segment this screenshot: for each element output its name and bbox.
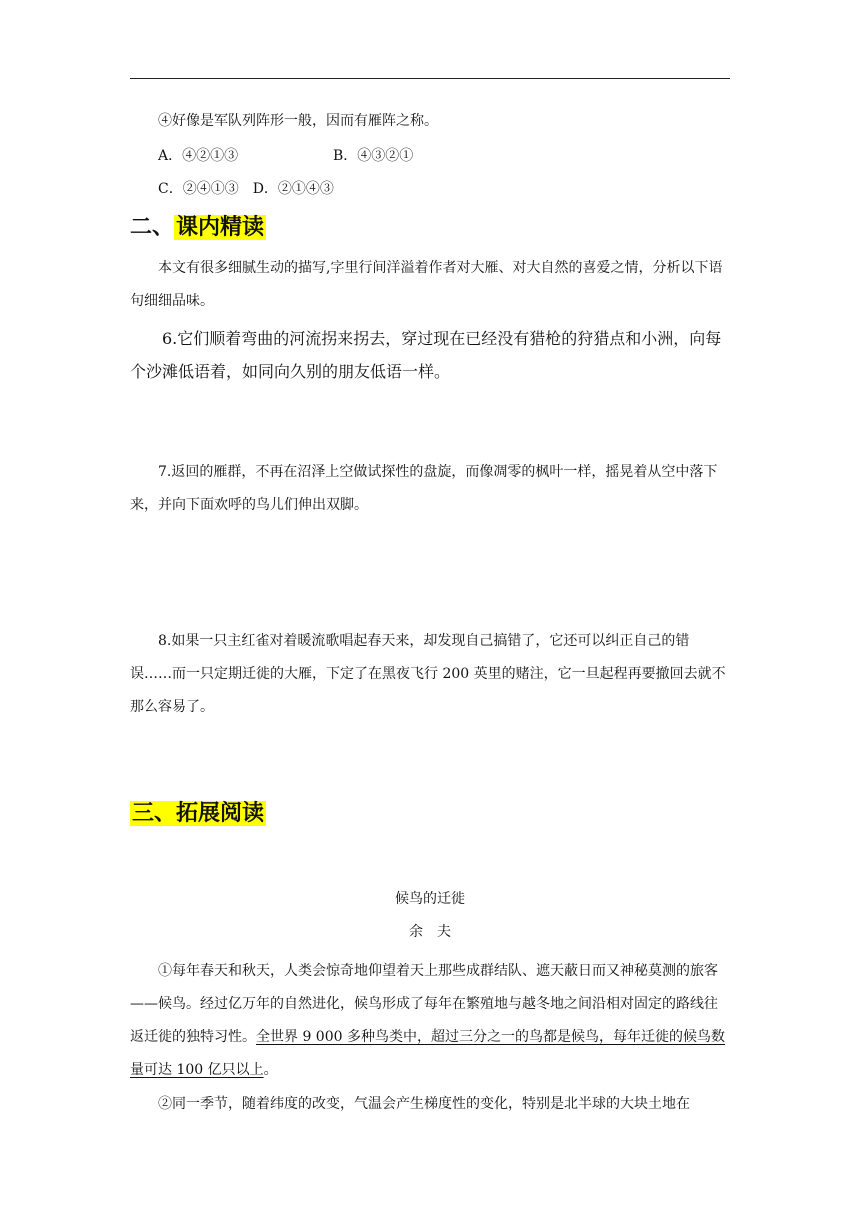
paragraph-1-end: 。 [263, 1062, 278, 1078]
question-8: 8.如果一只主红雀对着暖流歌唱起春天来，却发现自己搞错了，它还可以纠正自己的错误……而一只定期迁徙的大雁，下定了在黑夜飞行 200 英里的赌注，它一旦起程再要撤回去就不那么容易了。 [130, 633, 726, 715]
section-2-intro: 本文有很多细腻生动的描写,字里行间洋溢着作者对大雁、对大自然的喜爱之情，分析以下语句细细品味。 [130, 260, 723, 309]
option-b: B．④③②① [333, 148, 414, 164]
item-4-text: ④好像是军队列阵形一般，因而有雁阵之称。 [158, 113, 438, 129]
section-2-number: 二、 [130, 215, 175, 240]
section-3-heading [130, 796, 266, 832]
section-2-heading [130, 210, 266, 246]
section-2-title: 课内精读 [176, 215, 265, 240]
section-3-number: 三、 [132, 801, 177, 826]
article-paragraph-1 [130, 955, 730, 1087]
question-7: 7.返回的雁群，不再在沼泽上空做试探性的盘旋，而像凋零的枫叶一样，摇晃着从空中落下来，并向下面欢呼的鸟儿们伸出双脚。 [130, 464, 718, 513]
question-6: 6.它们顺着弯曲的河流拐来拐去，穿过现在已经没有猎枪的狩猎点和小洲，向每个沙滩低语着，如同向久别的朋友低语一样。 [130, 329, 722, 381]
section-3-title: 拓展阅读 [176, 801, 265, 826]
paragraph-1-text: ①每年春天和秋天，人类会惊奇地仰望着天上那些成群结队、遮天蔽日而又神秘莫测的旅客——候鸟。经过亿万年的自然进化，候鸟形成了每年在繁殖地与越冬地之间沿相对固定的路线往返迁徙的独特习性。 [130, 963, 718, 1045]
option-a: A．④②①③ [158, 148, 239, 164]
section-3-label [130, 801, 266, 826]
article-paragraph-2: ②同一季节，随着纬度的改变，气温会产生梯度性的变化，特别是北半球的大块土地在 [158, 1096, 690, 1112]
option-c-d: C．②④①③ D．②①④③ [158, 181, 334, 197]
article-title: 候鸟的迁徙 [395, 891, 465, 907]
paragraph-1-underlined: 全世界 9 000 多种鸟类中，超过三分之一的鸟都是候鸟，每年迁徙的候鸟数量可达 100 亿只以上 [130, 1029, 725, 1078]
header-rule [130, 78, 730, 79]
article-author: 余 夫 [409, 924, 451, 940]
